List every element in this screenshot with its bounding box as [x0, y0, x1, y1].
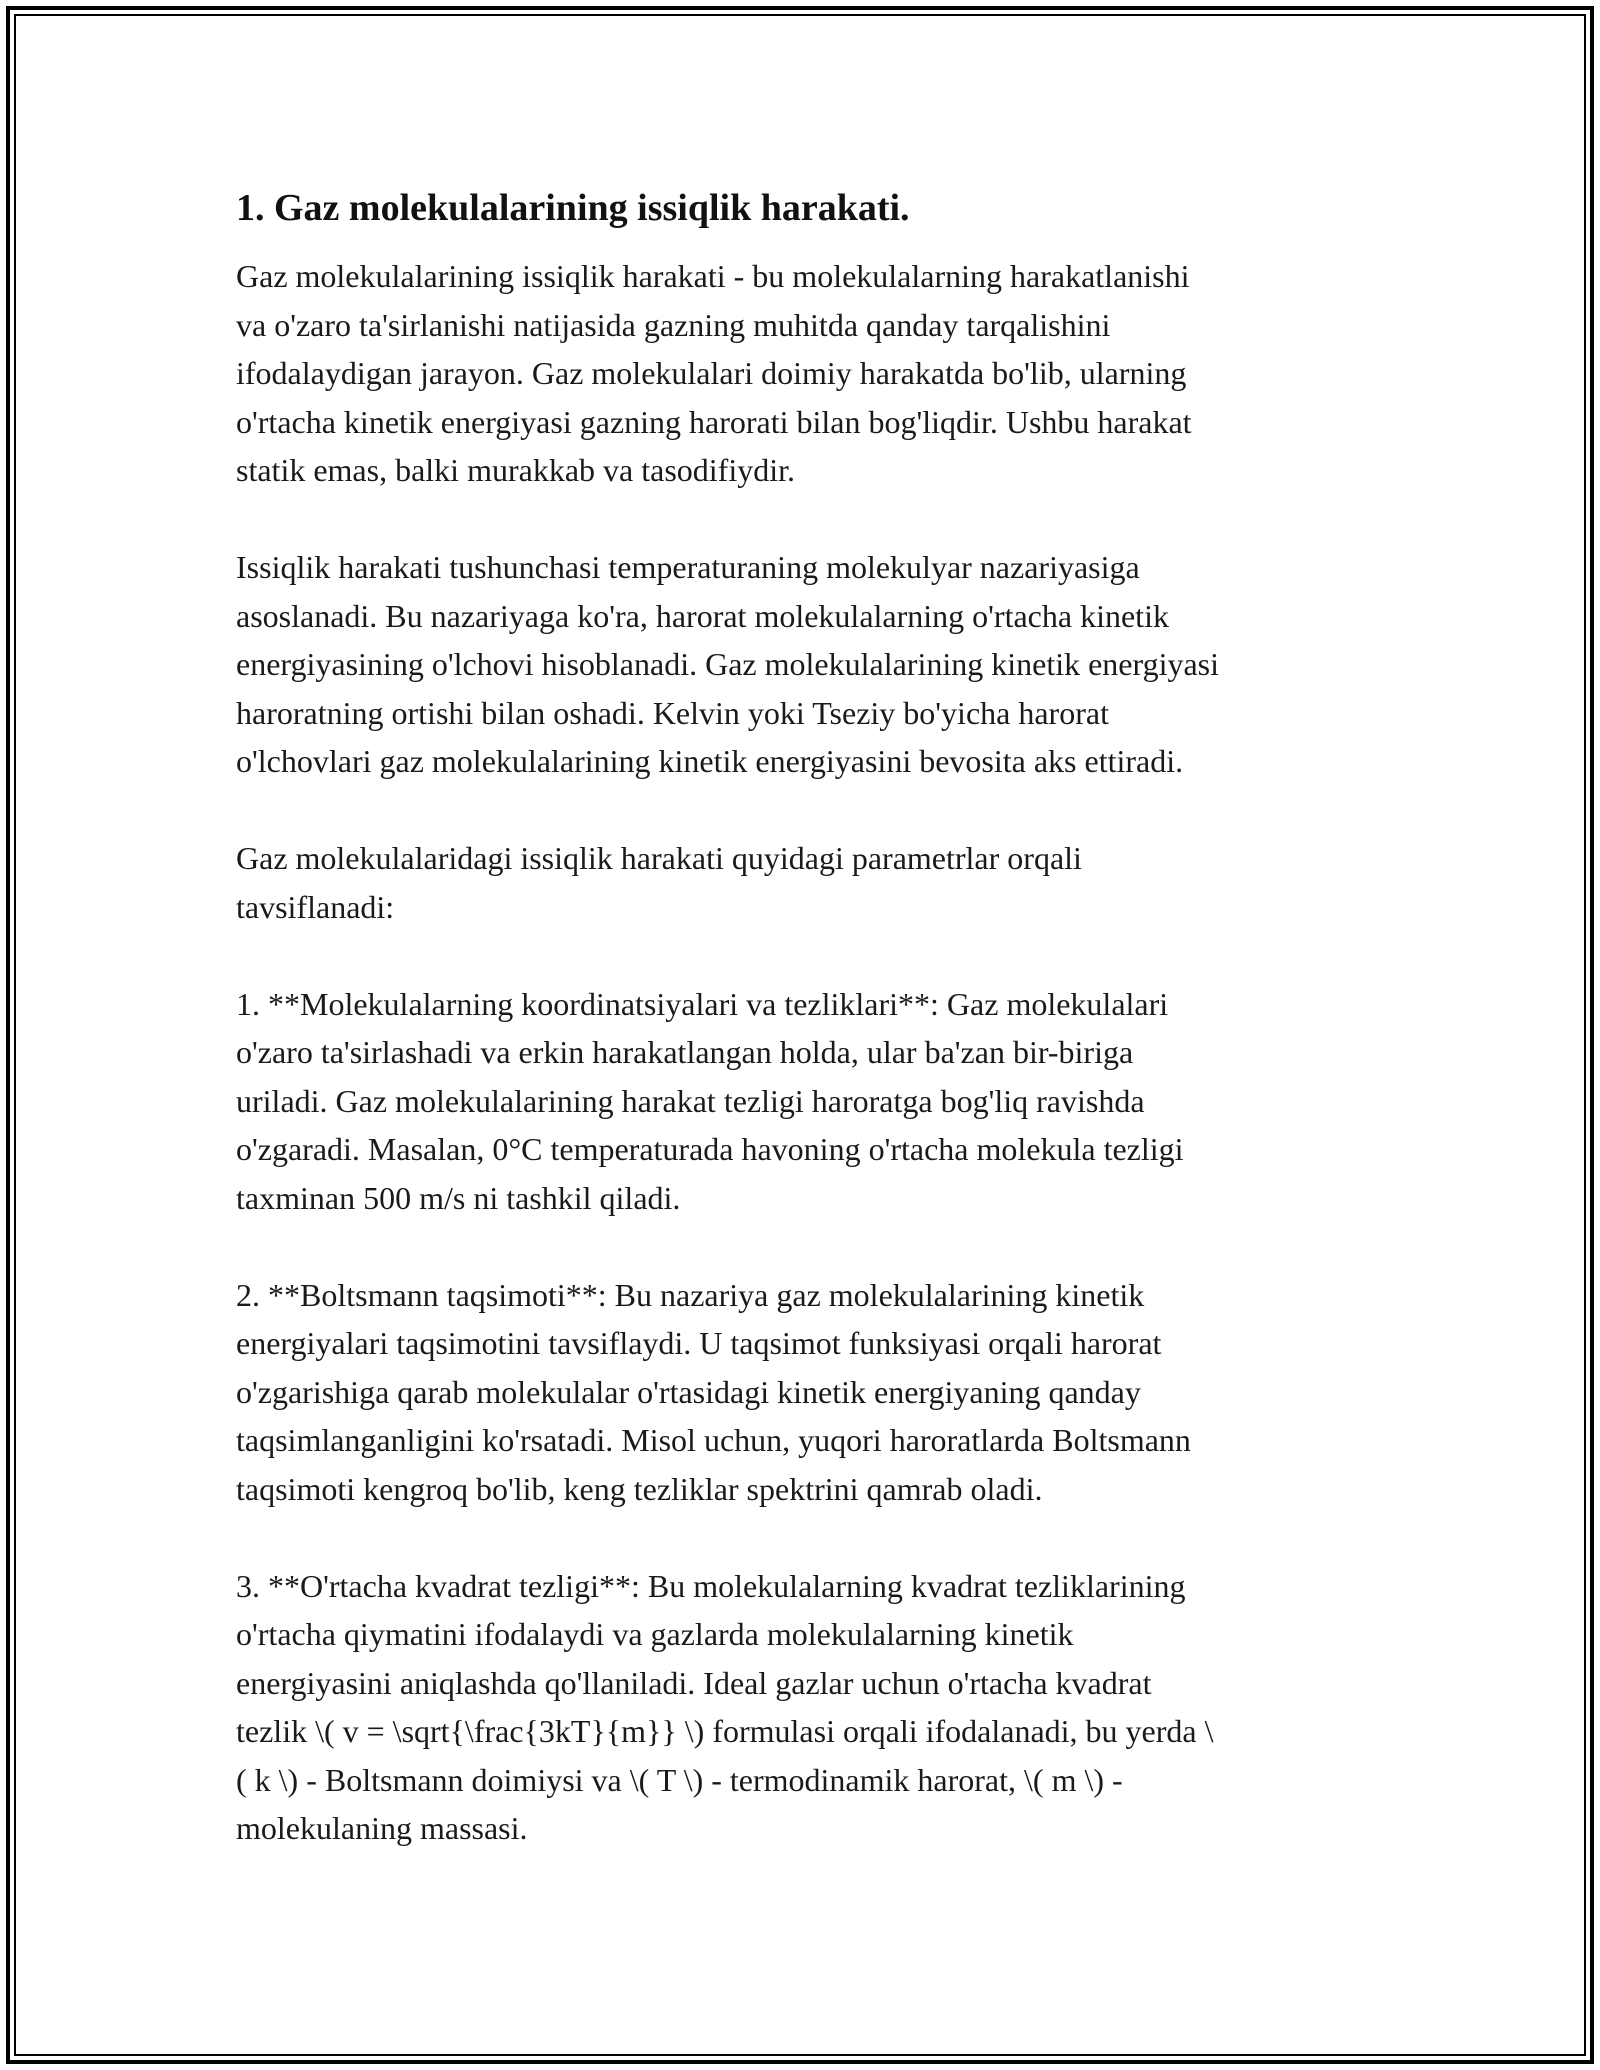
- document-body: [236, 184, 1376, 1901]
- list-item-rms-velocity: 3. **O'rtacha kvadrat tezligi**: Bu molekulalarning kvadrat tezliklarining o'rtacha qiymatini ifodalaydi va gazlarda molekulalarning kinetik energiyasini aniqlashda qo'llaniladi. Ideal gazlar uchun o'rtacha kvadrat tezlik \( v = \sqrt{\frac{3kT}{m}} \) formulasi orqali ifodalanadi, bu yerda \ ( k \) - Boltsmann doimiysi va \( T \) - termodinamik harorat, \( m \) - molekulaning massasi.: [236, 1567, 1214, 1846]
- list-item-coordinates-velocities: 1. **Molekulalarning koordinatsiyalari va tezliklari**: Gaz molekulalari o'zaro ta'sirlashadi va erkin harakatlangan holda, ular ba'zan bir-biriga uriladi. Gaz molekulalarining harakat tezligi haroratga bog'liq ravishda o'zgaradi. Masalan, 0°C temperaturada havoning o'rtacha molekula tezligi taxminan 500 m/s ni tashkil qiladi.: [236, 985, 1184, 1216]
- paragraph-intro: Gaz molekulalarining issiqlik harakati - bu molekulalarning harakatlanishi va o'zaro ta'sirlanishi natijasida gazning muhitda qanday tarqalishini ifodalaydigan jarayon. Gaz molekulalari doimiy harakatda bo'lib, ularning o'rtacha kinetik energiyasi gazning harorati bilan bog'liqdir. Ushbu harakat statik emas, balki murakkab va tasodifiydir.: [236, 258, 1192, 488]
- list-item-boltzmann-distribution: 2. **Boltsmann taqsimoti**: Bu nazariya gaz molekulalarining kinetik energiyalari taqsimotini tavsiflaydi. U taqsimot funksiyasi orqali harorat o'zgarishiga qarab molekulalar o'rtasidagi kinetik energiyaning qanday taqsimlanganligini ko'rsatadi. Misol uchun, yuqori haroratlarda Boltsmann taqsimoti kengroq bo'lib, keng tezliklar spektrini qamrab oladi.: [236, 1276, 1191, 1507]
- paragraph-temperature-theory: Issiqlik harakati tushunchasi temperaturaning molekulyar nazariyasiga asoslanadi. Bu nazariyaga ko'ra, harorat molekulalarning o'rtacha kinetik energiyasining o'lchovi hisoblanadi. Gaz molekulalarining kinetik energiyasi haroratning ortishi bilan oshadi. Kelvin yoki Tseziy bo'yicha harorat o'lchovlari gaz molekulalarining kinetik energiyasini bevosita aks ettiradi.: [236, 549, 1220, 779]
- section-heading: 1. Gaz molekulalarining issiqlik harakati.: [236, 187, 910, 229]
- paragraph-parameters-intro: Gaz molekulalaridagi issiqlik harakati quyidagi parametrlar orqali tavsiflanadi:: [236, 840, 1082, 925]
